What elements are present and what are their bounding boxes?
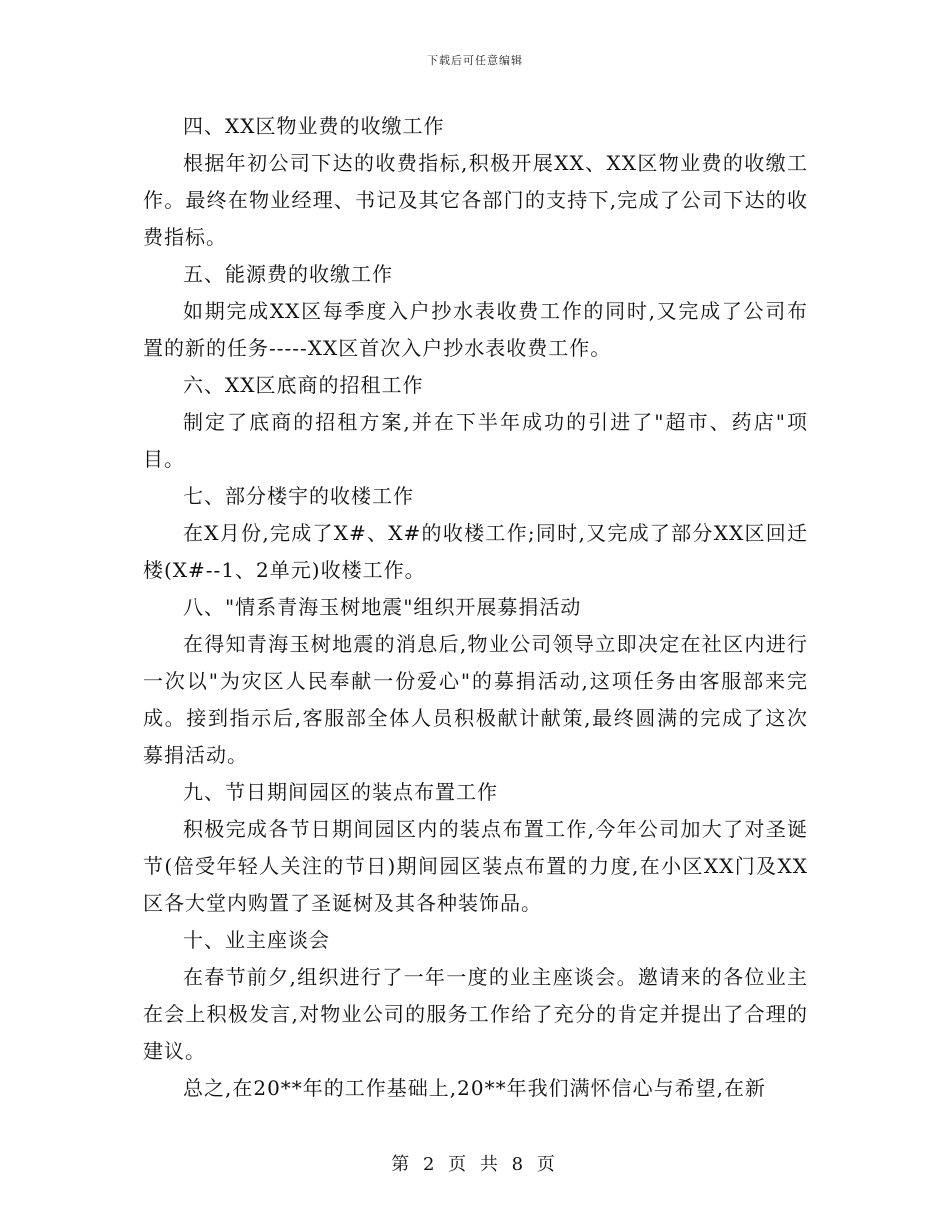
page-header: 下载后可任意编辑 bbox=[427, 54, 523, 67]
section-heading: 八、"情系青海玉树地震"组织开展募捐活动 bbox=[183, 595, 582, 619]
section-heading: 四、XX区物业费的收缴工作 bbox=[183, 114, 445, 138]
closing-paragraph: 总之,在20**年的工作基础上,20**年我们满怀信心与希望,在新 bbox=[183, 1076, 766, 1100]
page-number: 第 2 页 共 8 页 bbox=[391, 1154, 559, 1175]
section-paragraph: 积极完成各节日期间园区内的装点布置工作,今年公司加大了对圣诞节(倍受年轻人关注的节日)期间园区装点布置的力度,在小区XX门及XX区各大堂内购置了圣诞树及其各种装饰品。 bbox=[143, 817, 808, 915]
section-paragraph: 在春节前夕,组织进行了一年一度的业主座谈会。邀请来的各位业主在会上积极发言,对物业公司的服务工作给了充分的肯定并提出了合理的建议。 bbox=[143, 965, 808, 1063]
section-heading: 五、能源费的收缴工作 bbox=[183, 262, 393, 286]
section-paragraph: 如期完成XX区每季度入户抄水表收费工作的同时,又完成了公司布置的新的任务-----XX区首次入户抄水表收费工作。 bbox=[143, 299, 808, 360]
document-body bbox=[143, 108, 808, 1107]
section-heading: 九、节日期间园区的装点布置工作 bbox=[183, 780, 498, 804]
section-paragraph: 在得知青海玉树地震的消息后,物业公司领导立即决定在社区内进行一次以"为灾区人民奉献一份爱心"的募捐活动,这项任务由客服部来完成。接到指示后,客服部全体人员积极献计献策,最终圆满的完成了这次募捐活动。 bbox=[143, 632, 808, 767]
section-heading: 六、XX区底商的招租工作 bbox=[183, 373, 424, 397]
section-paragraph: 根据年初公司下达的收费指标,积极开展XX、XX区物业费的收缴工作。最终在物业经理、书记及其它各部门的支持下,完成了公司下达的收费指标。 bbox=[143, 151, 808, 249]
section-heading: 十、业主座谈会 bbox=[183, 928, 330, 952]
section-heading: 七、部分楼宇的收楼工作 bbox=[183, 484, 414, 508]
section-paragraph: 制定了底商的招租方案,并在下半年成功的引进了"超市、药店"项目。 bbox=[143, 410, 808, 471]
section-paragraph: 在X月份,完成了X#、X#的收楼工作;同时,又完成了部分XX区回迁楼(X#--1、2单元)收楼工作。 bbox=[143, 521, 808, 582]
